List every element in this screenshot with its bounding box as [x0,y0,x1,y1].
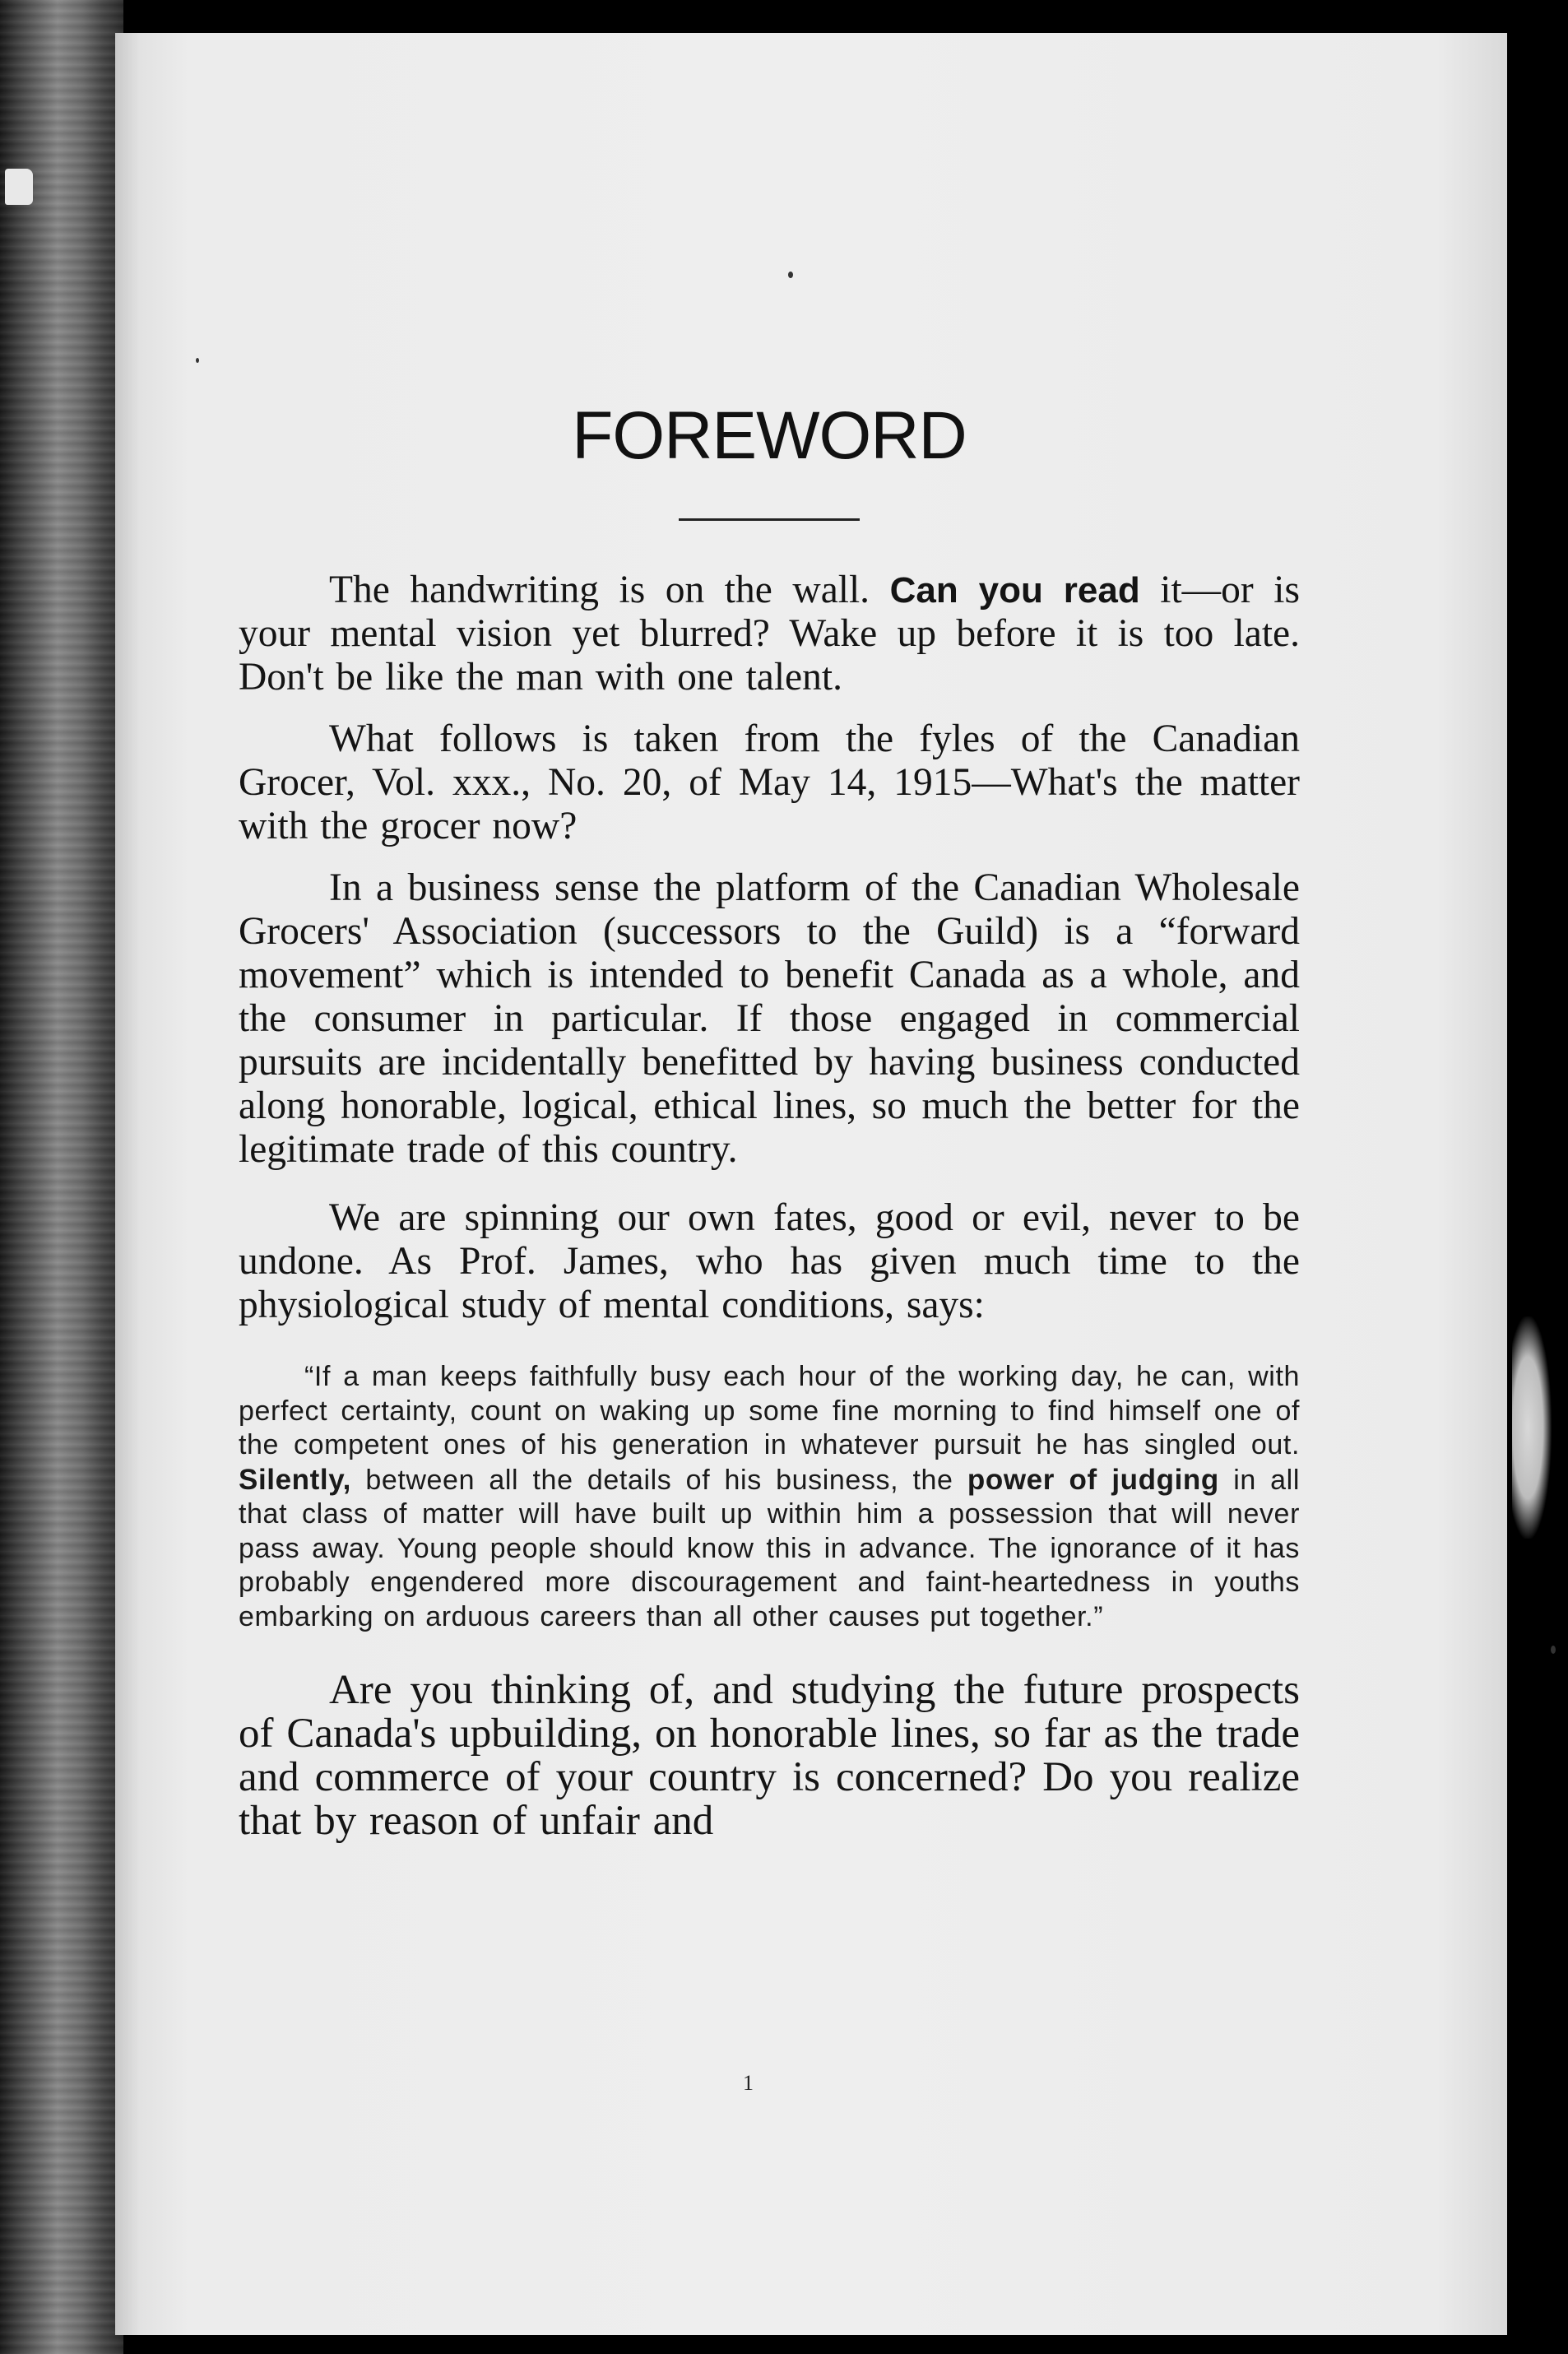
quote-text: between all the details of his business, the [351,1464,967,1496]
binding-tab [5,169,33,205]
paragraph-text: The handwriting is on the wall. [329,569,890,611]
bold-phrase: Silently, [239,1463,352,1496]
paragraph-4: We are spinning our own fates, good or evil, never to be undone. As Prof. James, who has given much time to the physiological study of mental conditions, says: [239,1196,1300,1326]
quotation [239,1360,1300,1634]
speck [196,358,199,363]
paragraph-3: In a business sense the platform of the Canadian Wholesale Grocers' Association (successors to the Guild) is a “forward movement” which is intended to benefit Canada as a whole, and the consumer in particular. If those engaged in commercial pursuits are incidentally benefitted by having business conducted along honorable, logical, ethical lines, so much the better for the legitimate trade of this country. [239,866,1300,1171]
paragraph-5: Are you thinking of, and studying the future prospects of Canada's upbuilding, on honorable lines, so far as the trade and commerce of your country is concerned? Do you realize that by reason of unfair and [239,1667,1300,1844]
speck [1551,1646,1556,1654]
foreword-text [239,395,1300,1843]
quote-text: “If a man keeps faithfully busy each hour of the working day, he can, with perfect certainty, count on waking up some fine morning to find himself one of the competent ones of his generation in whatever pursuit he has singled out. [239,1361,1300,1460]
page-folio: 1 [743,2071,754,2095]
page-tear [1512,1316,1552,1539]
speck [788,272,793,278]
paragraph-2: What follows is taken from the fyles of the Canadian Grocer, Vol. xxx., No. 20, of May 14, 1915—What's the matter with the grocer now? [239,717,1300,847]
bold-phrase: Can you read [889,570,1140,611]
page-title: FOREWORD [572,398,967,473]
bold-phrase: power of judging [967,1463,1219,1496]
paragraph-text: it—or is your mental vision yet blurred? Wake up before it is too late. Don't be like the man with one talent. [239,569,1300,699]
paragraph-1 [239,569,1300,699]
book-binding-edge [0,0,123,2354]
title-rule [679,518,860,521]
quote-text: in all that class of matter will have built up within him a possession that will never pass away. Young people should know this in advance. The ignorance of it has probably engendered more discouragement and faint-heartedness in youths embarking on arduous careers than all other causes put together.” [239,1464,1300,1632]
